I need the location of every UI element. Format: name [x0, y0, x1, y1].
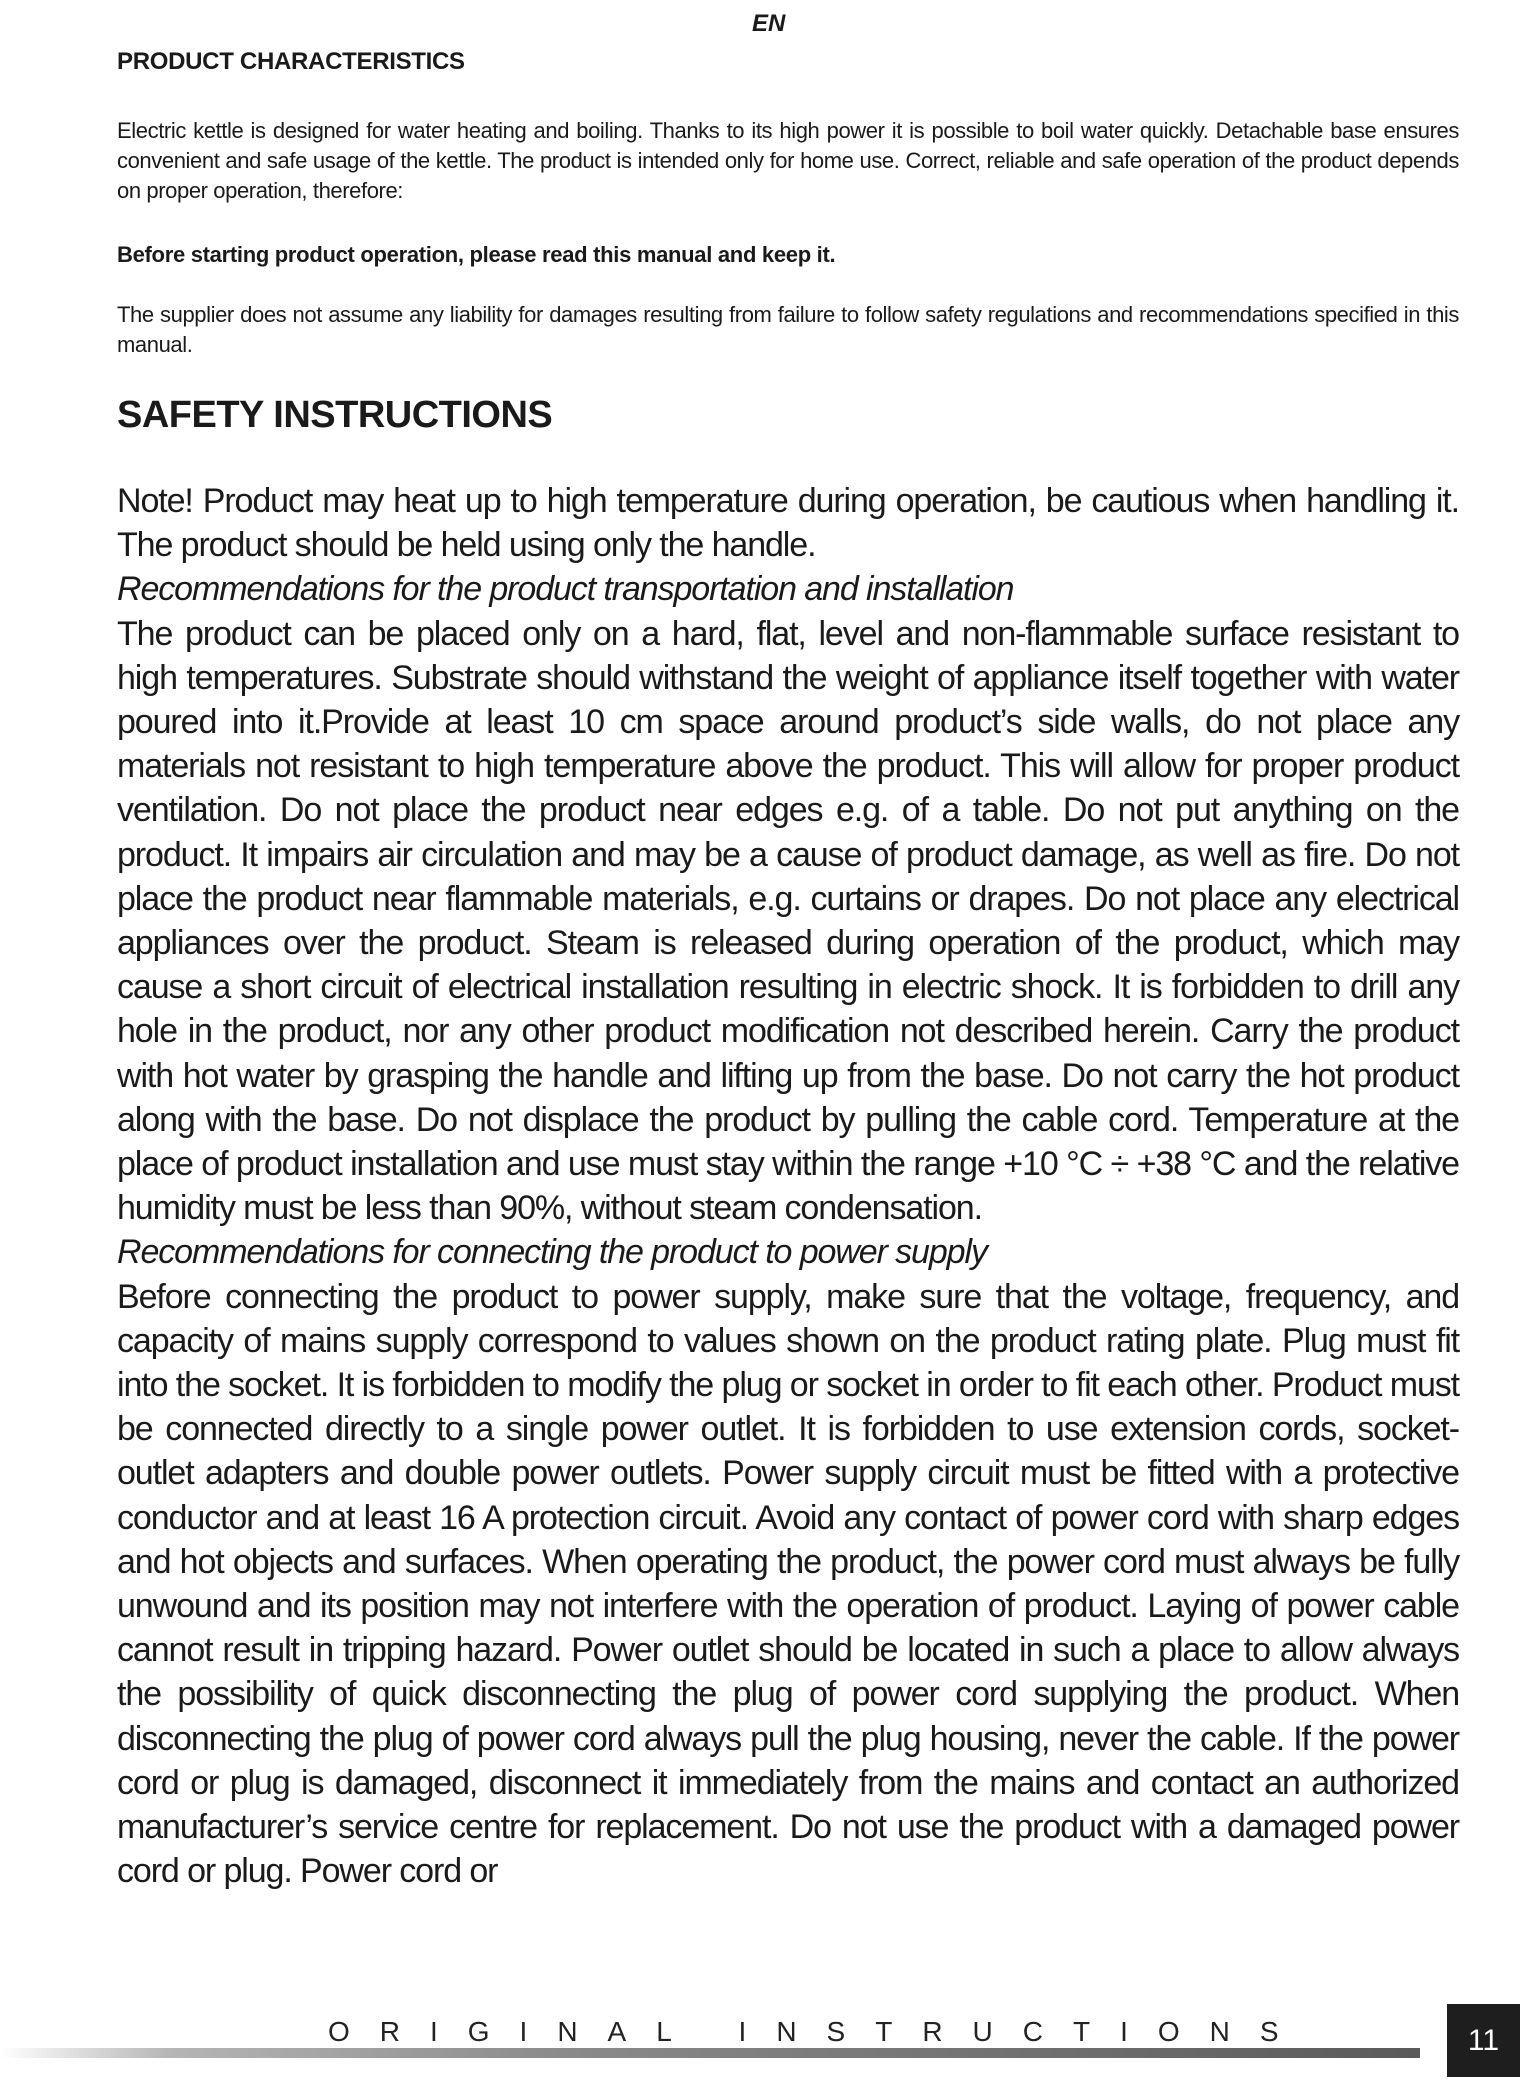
power-paragraph: Before connecting the product to power supply, make sure that the voltage, frequency, and capacity of mains supply correspond to values shown on the product rating plate. Plug must fit into the socket. It is forbidden to modify the plug or socket in order to fit each other. Product must be connected directly to a single power outlet. It is forbidden to use extension cords, socket-outlet adapters and double power outlets. Power supply circuit must be fitted with a protective conductor and at least 16 A protection circuit. Avoid any contact of power cord with sharp edges and hot objects and surfaces. When operating the product, the power cord must always be fully unwound and its position may not interfere with the operation of product. Laying of power cable cannot result in tripping hazard. Power outlet should be located in such a place to allow always the possibility of quick disconnecting the plug of power cord supplying the product. When disconnecting the plug of power cord always pull the plug housing, never the cable. If the power cord or plug is damaged, disconnect it immediately from the mains and contact an authorized manufacturer’s service centre for replacement. Do not use the product with a damaged power cord or plug. Power cord or	[117, 1277, 1459, 1891]
transport-subheading: Recommendations for the product transportation and installation	[117, 570, 1014, 609]
page-number: 11	[1447, 2004, 1520, 2077]
safety-body	[117, 479, 1459, 1894]
liability-paragraph: The supplier does not assume any liability for damages resulting from failure to follow safety regulations and recommendations specified in this manual.	[117, 302, 1459, 357]
language-label: EN	[752, 10, 786, 37]
footer-gradient-bar	[0, 2048, 1420, 2058]
read-manual-note: Before starting product operation, please read this manual and keep it.	[117, 242, 836, 267]
page-content	[117, 48, 1459, 1894]
power-subheading: Recommendations for connecting the product to power supply	[117, 1233, 987, 1272]
footer-original-instructions: ORIGINAL INSTRUCTIONS	[328, 2016, 1309, 2047]
transport-paragraph: The product can be placed only on a hard, flat, level and non-flammable surface resistant to high temperatures. Substrate should withstand the weight of appliance itself together with water poured into it.Provide at least 10 cm space around product’s side walls, do not place any materials not resistant to high temperature above the product. This will allow for proper product ventilation. Do not place the product near edges e.g. of a table. Do not put anything on the product. It impairs air circulation and may be a cause of product damage, as well as fire. Do not place the product near flammable materials, e.g. curtains or drapes. Do not place any electrical appliances over the product. Steam is released during operation of the product, which may cause a short circuit of electrical installation resulting in electric shock. It is forbidden to drill any hole in the product, nor any other product modification not described herein. Carry the product with hot water by grasping the handle and lifting up from the base. Do not carry the hot product along with the base. Do not displace the product by pulling the cable cord. Temperature at the place of product installation and use must stay within the range +10 °C ÷ +38 °C and the relative humidity must be less than 90%, without steam condensation.	[117, 614, 1459, 1228]
safety-note-paragraph: Note! Product may heat up to high temperature during operation, be cautious when handling it. The product should be held using only the handle.	[117, 482, 1459, 565]
product-characteristics-heading: PRODUCT CHARACTERISTICS	[117, 48, 465, 75]
safety-instructions-heading: SAFETY INSTRUCTIONS	[117, 394, 553, 436]
product-intro-paragraph: Electric kettle is designed for water heating and boiling. Thanks to its high power it is possible to boil water quickly. Detachable base ensures convenient and safe usage of the kettle. The product is intended only for home use. Correct, reliable and safe operation of the product depends on proper operation, therefore:	[117, 118, 1459, 203]
